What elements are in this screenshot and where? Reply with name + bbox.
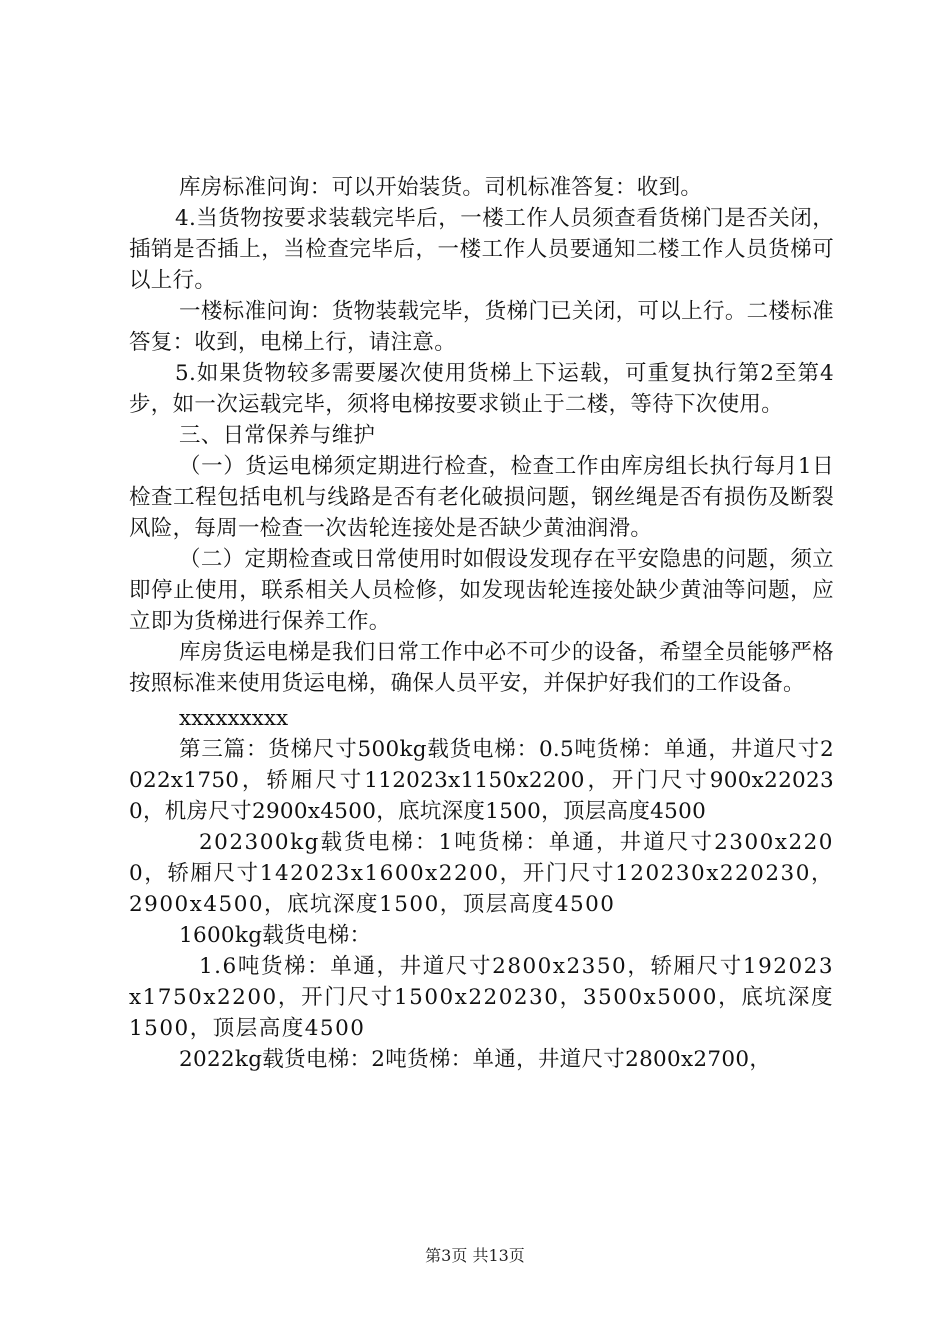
paragraph-step-4: 4.当货物按要求装载完毕后，一楼工作人员须查看货梯门是否关闭，插销是否插上，当检查完毕后，一楼工作人员要通知二楼工作人员货梯可以上行。 <box>129 206 834 293</box>
paragraph-step-5: 5.如果货物较多需要屡次使用货梯上下运载，可重复执行第2至第4步，如一次运载完毕，须将电梯按要求锁止于二楼，等待下次使用。 <box>129 361 834 417</box>
signature-placeholder: xxxxxxxxx <box>179 706 289 731</box>
paragraph-storeroom-inquiry: 库房标准问询：可以开始装货。司机标准答复：收到。 <box>179 175 703 200</box>
paragraph-conclusion: 库房货运电梯是我们日常工作中必不可少的设备，希望全员能够严格按照标准来使用货运电梯，确保人员平安，并保护好我们的工作设备。 <box>129 640 834 696</box>
body-text <box>129 172 834 1075</box>
page-number-footer: 第3页 共13页 <box>425 1246 525 1265</box>
section-heading-maintenance: 三、日常保养与维护 <box>179 423 376 448</box>
paragraph-maintenance-1: （一）货运电梯须定期进行检查，检查工作由库房组长执行每月1日检查工程包括电机与线路是否有老化破损问题，钢丝绳是否有损伤及断裂风险，每周一检查一次齿轮连接处是否缺少黄油润滑。 <box>129 454 834 541</box>
paragraph-first-floor-inquiry: 一楼标准问询：货物装载完毕，货梯门已关闭，可以上行。二楼标准答复：收到，电梯上行，请注意。 <box>129 299 834 355</box>
paragraph-1-ton: 202300kg载货电梯：1吨货梯：单通，井道尺寸2300x2200，轿厢尺寸142023x1600x2200，开门尺寸120230x220230，2900x4500，底坑深度1500，顶层高度4500 <box>129 830 834 917</box>
paragraph-1-6-ton: 1.6吨货梯：单通，井道尺寸2800x2350，轿厢尺寸192023x1750x2200，开门尺寸1500x220230，3500x5000，底坑深度1500，顶层高度4500 <box>129 954 834 1041</box>
paragraph-2-ton: 2022kg载货电梯：2吨货梯：单通，井道尺寸2800x2700， <box>179 1047 772 1072</box>
paragraph-part-three-500kg: 第三篇：货梯尺寸500kg载货电梯：0.5吨货梯：单通，井道尺寸2022x1750，轿厢尺寸112023x1150x2200，开门尺寸900x220230，机房尺寸2900x4500，底坑深度1500，顶层高度4500 <box>129 737 834 824</box>
paragraph-maintenance-2: （二）定期检查或日常使用时如假设发现存在平安隐患的问题，须立即停止使用，联系相关人员检修，如发现齿轮连接处缺少黄油等问题，应立即为货梯进行保养工作。 <box>129 547 834 634</box>
paragraph-1600kg-heading: 1600kg载货电梯： <box>179 923 372 948</box>
